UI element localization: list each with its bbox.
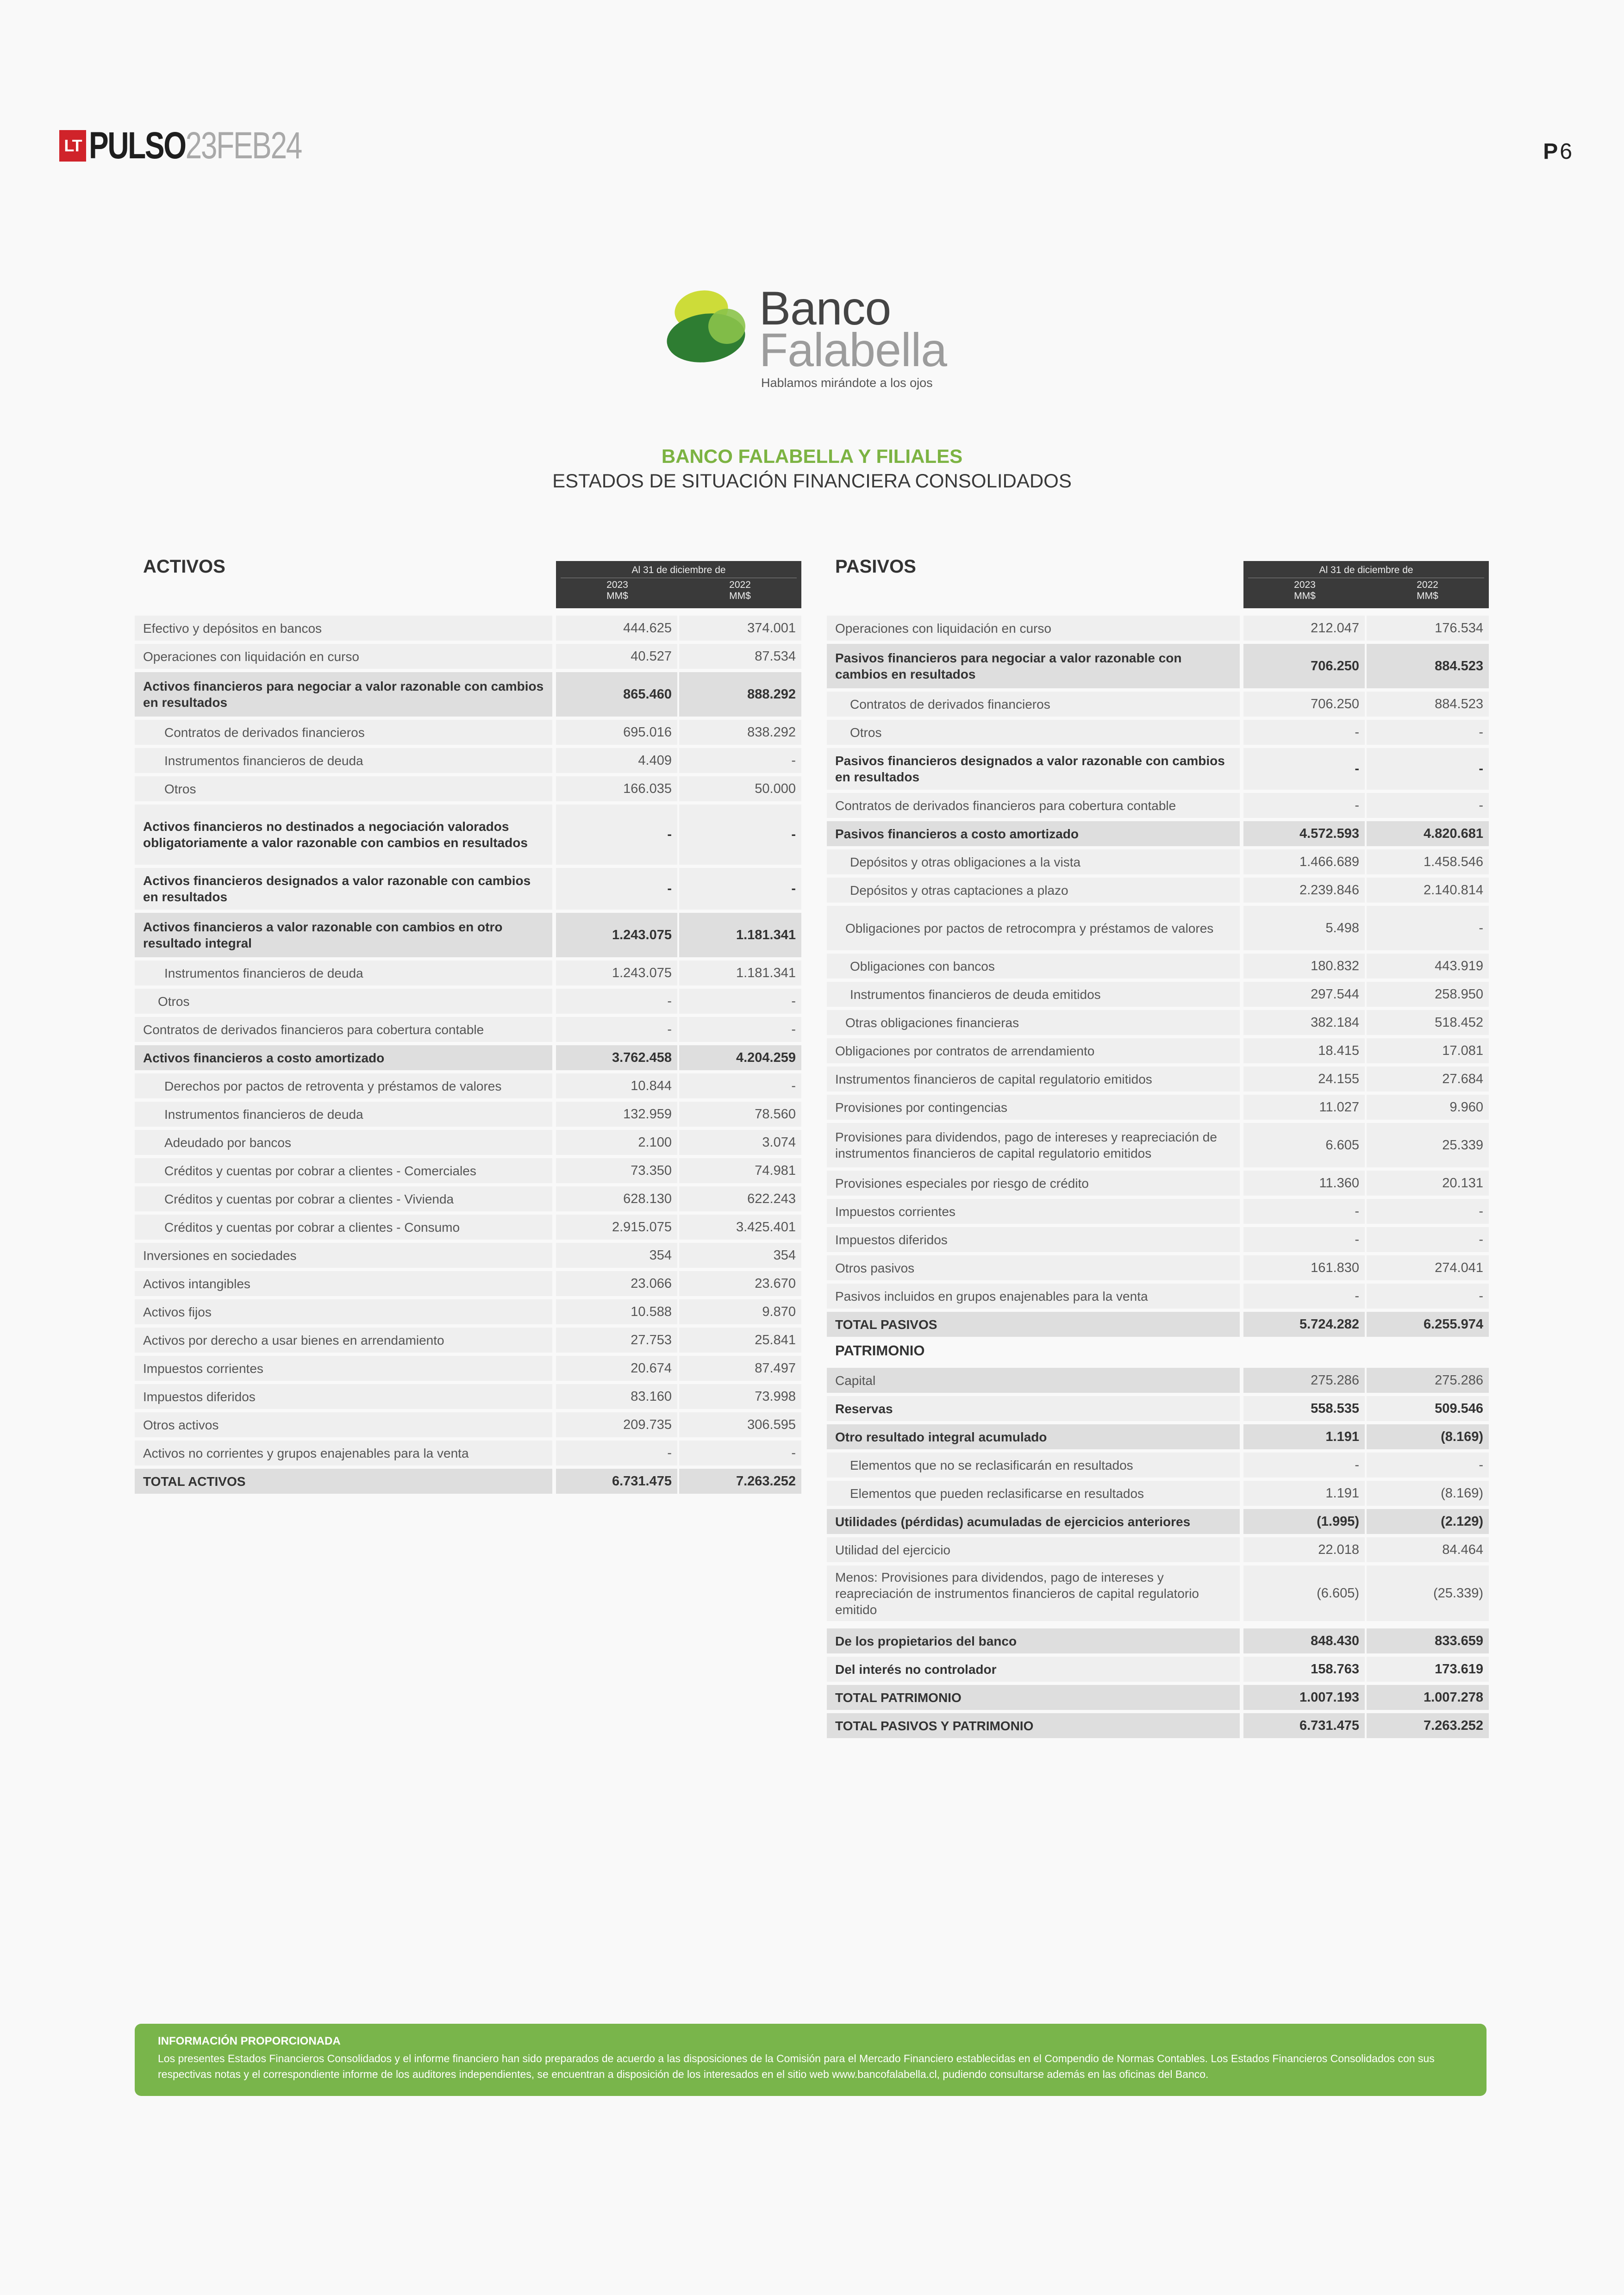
value-2023: - [1243, 1199, 1365, 1224]
value-2023: - [556, 989, 677, 1014]
value-2022: 1.458.546 [1367, 849, 1489, 874]
table-row [827, 1685, 1489, 1710]
value-2022: 509.546 [1367, 1396, 1489, 1421]
row-label: Impuestos corrientes [135, 1356, 552, 1381]
table-row [135, 989, 801, 1014]
value-2022: - [1367, 1284, 1489, 1309]
row-label: Contratos de derivados financieros para cobertura contable [827, 793, 1240, 818]
table-row [827, 821, 1489, 846]
value-2023: 161.830 [1243, 1255, 1365, 1280]
year-2022: 2022 MM$ [729, 580, 751, 601]
value-2023: 11.360 [1243, 1171, 1365, 1196]
row-label: Pasivos financieros para negociar a valor razonable con cambios en resultados [827, 644, 1240, 688]
table-row [827, 1312, 1489, 1337]
row-label: Adeudado por bancos [135, 1130, 552, 1155]
row-label: Impuestos diferidos [827, 1227, 1240, 1252]
table-row [827, 616, 1489, 641]
value-2023: 865.460 [556, 672, 677, 717]
table-row [135, 1384, 801, 1409]
table-row [827, 1227, 1489, 1252]
value-2022: 833.659 [1367, 1628, 1489, 1653]
row-label: TOTAL ACTIVOS [135, 1469, 552, 1494]
table-row [827, 1284, 1489, 1309]
value-2022: - [1367, 1227, 1489, 1252]
value-2022: 4.820.681 [1367, 821, 1489, 846]
table-row [827, 1537, 1489, 1562]
activos-title: ACTIVOS [143, 556, 225, 577]
logo-word-falabella: Falabella [759, 324, 947, 376]
edition-date: 23FEB24 [185, 125, 301, 167]
row-label: Provisiones especiales por riesgo de crédito [827, 1171, 1240, 1196]
value-2023: - [1243, 1284, 1365, 1309]
value-2023: 5.724.282 [1243, 1312, 1365, 1337]
table-row [135, 1441, 801, 1466]
table-row [135, 1073, 801, 1098]
table-row [135, 1130, 801, 1155]
value-2022: (8.169) [1367, 1424, 1489, 1449]
row-label: Activos intangibles [135, 1271, 552, 1296]
row-label: Créditos y cuentas por cobrar a clientes - Consumo [135, 1215, 552, 1240]
value-2022: - [1367, 720, 1489, 745]
table-row [135, 1271, 801, 1296]
value-2023: 24.155 [1243, 1066, 1365, 1091]
period-label: Al 31 de diciembre de [1319, 565, 1413, 575]
table-row [827, 1396, 1489, 1421]
value-2022: - [679, 1017, 801, 1042]
row-label: Efectivo y depósitos en bancos [135, 616, 552, 641]
table-row [135, 1243, 801, 1268]
table-row [135, 960, 801, 985]
row-label: Instrumentos financieros de deuda [135, 748, 552, 773]
row-label: Inversiones en sociedades [135, 1243, 552, 1268]
row-label: Activos por derecho a usar bienes en arrendamiento [135, 1328, 552, 1353]
value-2023: 2.239.846 [1243, 878, 1365, 903]
value-2022: 9.960 [1367, 1095, 1489, 1120]
value-2022: 173.619 [1367, 1657, 1489, 1682]
value-2023: 354 [556, 1243, 677, 1268]
table-row [135, 720, 801, 745]
value-2022: - [679, 1073, 801, 1098]
value-2023: 297.544 [1243, 982, 1365, 1007]
row-label: Utilidad del ejercicio [827, 1537, 1240, 1562]
value-2022: 7.263.252 [679, 1469, 801, 1494]
row-label: Activos financieros a valor razonable con cambios en otro resultado integral [135, 913, 552, 957]
value-2023: 132.959 [556, 1102, 677, 1127]
table-row [827, 1453, 1489, 1478]
value-2022: 50.000 [679, 776, 801, 801]
patrimonio-title: PATRIMONIO [835, 1342, 925, 1359]
value-2022: 374.001 [679, 616, 801, 641]
row-label: Derechos por pactos de retroventa y préstamos de valores [135, 1073, 552, 1098]
row-label: Contratos de derivados financieros [827, 692, 1240, 717]
leaf-logo-icon [662, 282, 755, 375]
table-row [827, 1424, 1489, 1449]
value-2023: 11.027 [1243, 1095, 1365, 1120]
value-2023: 20.674 [556, 1356, 677, 1381]
row-label: Instrumentos financieros de deuda emitidos [827, 982, 1240, 1007]
row-label: Otros [135, 776, 552, 801]
value-2022: (25.339) [1367, 1565, 1489, 1621]
value-2023: 444.625 [556, 616, 677, 641]
info-footer [135, 2024, 1487, 2096]
row-label: Capital [827, 1368, 1240, 1393]
value-2023: 4.409 [556, 748, 677, 773]
table-row [135, 1215, 801, 1240]
row-label: Contratos de derivados financieros [135, 720, 552, 745]
table-row [827, 1123, 1489, 1167]
table-row [135, 1299, 801, 1324]
value-2022: (8.169) [1367, 1481, 1489, 1506]
row-label: Reservas [827, 1396, 1240, 1421]
value-2022: - [1367, 793, 1489, 818]
value-2023: 382.184 [1243, 1010, 1365, 1035]
table-row [827, 692, 1489, 717]
value-2022: - [679, 989, 801, 1014]
row-label: Del interés no controlador [827, 1657, 1240, 1682]
value-2022: 23.670 [679, 1271, 801, 1296]
row-label: Otros pasivos [827, 1255, 1240, 1280]
value-2022: 20.131 [1367, 1171, 1489, 1196]
table-row [135, 672, 801, 717]
row-label: Pasivos financieros a costo amortizado [827, 821, 1240, 846]
row-label: Créditos y cuentas por cobrar a clientes - Comerciales [135, 1158, 552, 1183]
row-label: Otras obligaciones financieras [827, 1010, 1240, 1035]
value-2023: 2.915.075 [556, 1215, 677, 1240]
table-row [827, 1095, 1489, 1120]
value-2023: 1.243.075 [556, 960, 677, 985]
table-row [827, 793, 1489, 818]
value-2022: 274.041 [1367, 1255, 1489, 1280]
value-2023: - [556, 868, 677, 910]
value-2022: 1.181.341 [679, 913, 801, 957]
masthead [59, 125, 361, 167]
value-2022: 275.286 [1367, 1368, 1489, 1393]
value-2023: 695.016 [556, 720, 677, 745]
value-2022: 87.497 [679, 1356, 801, 1381]
banco-falabella-logo [662, 278, 963, 398]
row-label: Obligaciones por contratos de arrendamiento [827, 1038, 1240, 1063]
table-row [135, 1045, 801, 1070]
table-row [135, 1469, 801, 1494]
row-label: Provisiones para dividendos, pago de intereses y reapreciación de instrumentos financieros de capital regulatorio emitidos [827, 1123, 1240, 1167]
table-row [827, 954, 1489, 979]
row-label: Activos fijos [135, 1299, 552, 1324]
value-2022: 84.464 [1367, 1537, 1489, 1562]
page-prefix: P [1543, 139, 1558, 164]
value-2023: 180.832 [1243, 954, 1365, 979]
value-2023: 23.066 [556, 1271, 677, 1296]
value-2023: 22.018 [1243, 1537, 1365, 1562]
table-row [827, 906, 1489, 950]
value-2022: 176.534 [1367, 616, 1489, 641]
value-2023: 6.731.475 [556, 1469, 677, 1494]
activos-year-header [556, 561, 801, 608]
table-row [135, 1017, 801, 1042]
table-row [827, 644, 1489, 688]
row-label: Impuestos corrientes [827, 1199, 1240, 1224]
table-row [827, 1509, 1489, 1534]
value-2022: 9.870 [679, 1299, 801, 1324]
value-2023: 10.844 [556, 1073, 677, 1098]
value-2023: 4.572.593 [1243, 821, 1365, 846]
value-2023: 1.191 [1243, 1481, 1365, 1506]
table-row [827, 1565, 1489, 1621]
value-2022: 518.452 [1367, 1010, 1489, 1035]
value-2023: - [1243, 748, 1365, 790]
value-2023: 1.191 [1243, 1424, 1365, 1449]
value-2022: 7.263.252 [1367, 1713, 1489, 1738]
brand-name: PULSO [89, 125, 186, 167]
value-2023: 3.762.458 [556, 1045, 677, 1070]
value-2022: 6.255.974 [1367, 1312, 1489, 1337]
value-2022: 27.684 [1367, 1066, 1489, 1091]
value-2023: 558.535 [1243, 1396, 1365, 1421]
table-row [827, 1171, 1489, 1196]
row-label: Activos financieros para negociar a valor razonable con cambios en resultados [135, 672, 552, 717]
row-label: Elementos que pueden reclasificarse en resultados [827, 1481, 1240, 1506]
page-number [1543, 139, 1572, 164]
row-label: Otros [827, 720, 1240, 745]
row-label: Activos financieros no destinados a negociación valorados obligatoriamente a valor razonable con cambios en resultados [135, 804, 552, 865]
statement-title: ESTADOS DE SITUACIÓN FINANCIERA CONSOLIDADOS [552, 470, 1072, 492]
value-2023: (1.995) [1243, 1509, 1365, 1534]
row-label: Obligaciones con bancos [827, 954, 1240, 979]
logo-tagline: Hablamos mirándote a los ojos [761, 376, 933, 390]
value-2023: 18.415 [1243, 1038, 1365, 1063]
value-2022: 888.292 [679, 672, 801, 717]
value-2023: (6.605) [1243, 1565, 1365, 1621]
value-2023: 1.007.193 [1243, 1685, 1365, 1710]
row-label: Pasivos financieros designados a valor razonable con cambios en resultados [827, 748, 1240, 790]
value-2022: 354 [679, 1243, 801, 1268]
company-title: BANCO FALABELLA Y FILIALES [661, 445, 963, 467]
row-label: Menos: Provisiones para dividendos, pago de intereses y reapreciación de instrumentos financieros de capital regulatorio emitido [827, 1565, 1240, 1621]
table-row [135, 804, 801, 865]
pasivos-title: PASIVOS [835, 556, 916, 577]
row-label: TOTAL PATRIMONIO [827, 1685, 1240, 1710]
value-2023: 628.130 [556, 1186, 677, 1211]
table-row [135, 616, 801, 641]
value-2023: - [1243, 793, 1365, 818]
value-2023: 1.243.075 [556, 913, 677, 957]
value-2022: 622.243 [679, 1186, 801, 1211]
table-row [135, 1186, 801, 1211]
value-2023: 6.731.475 [1243, 1713, 1365, 1738]
table-row [827, 1038, 1489, 1063]
table-row [135, 913, 801, 957]
value-2022: 1.181.341 [679, 960, 801, 985]
footer-title: INFORMACIÓN PROPORCIONADA [158, 2035, 341, 2047]
value-2023: 6.605 [1243, 1123, 1365, 1167]
table-row [827, 1066, 1489, 1091]
row-label: Instrumentos financieros de deuda [135, 960, 552, 985]
row-label: Activos no corrientes y grupos enajenables para la venta [135, 1441, 552, 1466]
value-2022: - [1367, 1199, 1489, 1224]
table-row [135, 1328, 801, 1353]
row-label: Otros [135, 989, 552, 1014]
pulso-logo [89, 124, 301, 168]
pasivos-year-header [1243, 561, 1489, 608]
lt-logo: LT [59, 130, 86, 162]
value-2023: 10.588 [556, 1299, 677, 1324]
value-2023: 209.735 [556, 1412, 677, 1437]
row-label: TOTAL PASIVOS Y PATRIMONIO [827, 1713, 1240, 1738]
row-label: Contratos de derivados financieros para cobertura contable [135, 1017, 552, 1042]
value-2023: 40.527 [556, 644, 677, 669]
row-label: Obligaciones por pactos de retrocompra y préstamos de valores [827, 906, 1240, 950]
table-row [135, 1356, 801, 1381]
value-2022: 443.919 [1367, 954, 1489, 979]
value-2023: 5.498 [1243, 906, 1365, 950]
row-label: Impuestos diferidos [135, 1384, 552, 1409]
value-2022: 78.560 [679, 1102, 801, 1127]
value-2022: - [679, 748, 801, 773]
table-row [827, 1010, 1489, 1035]
value-2022: 25.841 [679, 1328, 801, 1353]
value-2022: 884.523 [1367, 692, 1489, 717]
value-2022: 884.523 [1367, 644, 1489, 688]
value-2022: - [1367, 748, 1489, 790]
row-label: Activos financieros designados a valor razonable con cambios en resultados [135, 868, 552, 910]
logo-word-banco: Banco [759, 282, 891, 335]
row-label: Depósitos y otras captaciones a plazo [827, 878, 1240, 903]
row-label: Pasivos incluidos en grupos enajenables para la venta [827, 1284, 1240, 1309]
row-label: Utilidades (pérdidas) acumuladas de ejercicios anteriores [827, 1509, 1240, 1534]
row-label: Otros activos [135, 1412, 552, 1437]
value-2023: 73.350 [556, 1158, 677, 1183]
value-2022: 4.204.259 [679, 1045, 801, 1070]
footer-text: Los presentes Estados Financieros Consolidados y el informe financiero han sido preparados de acuerdo a las disposiciones de la Comisión para el Mercado Financiero establecidas en el Compendio de Normas Contables. Los Estados Financieros Consolidados con sus respectivas notas y el correspondiente informe de los auditores independientes, se encuentran a disposición de los interesados en el sitio web www.bancofalabella.cl, pudiendo consultarse además en las oficinas del Banco. [158, 2052, 1435, 2080]
table-row [135, 868, 801, 910]
table-row [827, 1628, 1489, 1653]
table-row [827, 878, 1489, 903]
table-row [135, 1102, 801, 1127]
table-row [135, 1158, 801, 1183]
value-2023: 706.250 [1243, 644, 1365, 688]
value-2022: 87.534 [679, 644, 801, 669]
table-row [827, 1657, 1489, 1682]
value-2022: - [679, 868, 801, 910]
value-2022: (2.129) [1367, 1509, 1489, 1534]
value-2022: 306.595 [679, 1412, 801, 1437]
row-label: Operaciones con liquidación en curso [135, 644, 552, 669]
table-row [135, 776, 801, 801]
pasivos-table [827, 555, 1493, 1759]
value-2023: 275.286 [1243, 1368, 1365, 1393]
table-row [827, 849, 1489, 874]
value-2023: 83.160 [556, 1384, 677, 1409]
table-row [135, 644, 801, 669]
year-2022: 2022 MM$ [1417, 580, 1438, 601]
table-row [827, 1199, 1489, 1224]
value-2023: 166.035 [556, 776, 677, 801]
value-2023: 158.763 [1243, 1657, 1365, 1682]
row-label: Operaciones con liquidación en curso [827, 616, 1240, 641]
value-2023: 2.100 [556, 1130, 677, 1155]
row-label: Provisiones por contingencias [827, 1095, 1240, 1120]
year-2023: 2023 MM$ [1294, 580, 1316, 601]
row-label: Elementos que no se reclasificarán en resultados [827, 1453, 1240, 1478]
period-label: Al 31 de diciembre de [631, 565, 726, 575]
row-label: TOTAL PASIVOS [827, 1312, 1240, 1337]
value-2023: - [556, 1441, 677, 1466]
value-2023: 27.753 [556, 1328, 677, 1353]
table-row [827, 720, 1489, 745]
year-2023: 2023 MM$ [606, 580, 628, 601]
value-2022: 838.292 [679, 720, 801, 745]
table-row [135, 748, 801, 773]
row-label: De los propietarios del banco [827, 1628, 1240, 1653]
value-2022: 258.950 [1367, 982, 1489, 1007]
value-2023: 212.047 [1243, 616, 1365, 641]
value-2023: - [1243, 720, 1365, 745]
row-label: Créditos y cuentas por cobrar a clientes - Vivienda [135, 1186, 552, 1211]
value-2022: 17.081 [1367, 1038, 1489, 1063]
page-number-value: 6 [1560, 139, 1572, 164]
value-2022: 73.998 [679, 1384, 801, 1409]
value-2022: 25.339 [1367, 1123, 1489, 1167]
value-2022: - [679, 1441, 801, 1466]
table-row [827, 1713, 1489, 1738]
value-2023: - [556, 804, 677, 865]
table-row [827, 982, 1489, 1007]
value-2022: - [679, 804, 801, 865]
value-2022: 3.074 [679, 1130, 801, 1155]
value-2022: - [1367, 906, 1489, 950]
table-row [827, 1481, 1489, 1506]
value-2022: 1.007.278 [1367, 1685, 1489, 1710]
row-label: Instrumentos financieros de deuda [135, 1102, 552, 1127]
value-2022: - [1367, 1453, 1489, 1478]
value-2023: - [1243, 1227, 1365, 1252]
table-row [827, 1255, 1489, 1280]
value-2023: 848.430 [1243, 1628, 1365, 1653]
value-2023: - [556, 1017, 677, 1042]
value-2023: 1.466.689 [1243, 849, 1365, 874]
value-2022: 74.981 [679, 1158, 801, 1183]
table-row [827, 748, 1489, 790]
value-2022: 3.425.401 [679, 1215, 801, 1240]
value-2022: 2.140.814 [1367, 878, 1489, 903]
table-row [827, 1368, 1489, 1393]
row-label: Otro resultado integral acumulado [827, 1424, 1240, 1449]
value-2023: 706.250 [1243, 692, 1365, 717]
value-2023: - [1243, 1453, 1365, 1478]
row-label: Instrumentos financieros de capital regulatorio emitidos [827, 1066, 1240, 1091]
activos-table [135, 555, 801, 1491]
row-label: Activos financieros a costo amortizado [135, 1045, 552, 1070]
table-row [135, 1412, 801, 1437]
row-label: Depósitos y otras obligaciones a la vista [827, 849, 1240, 874]
